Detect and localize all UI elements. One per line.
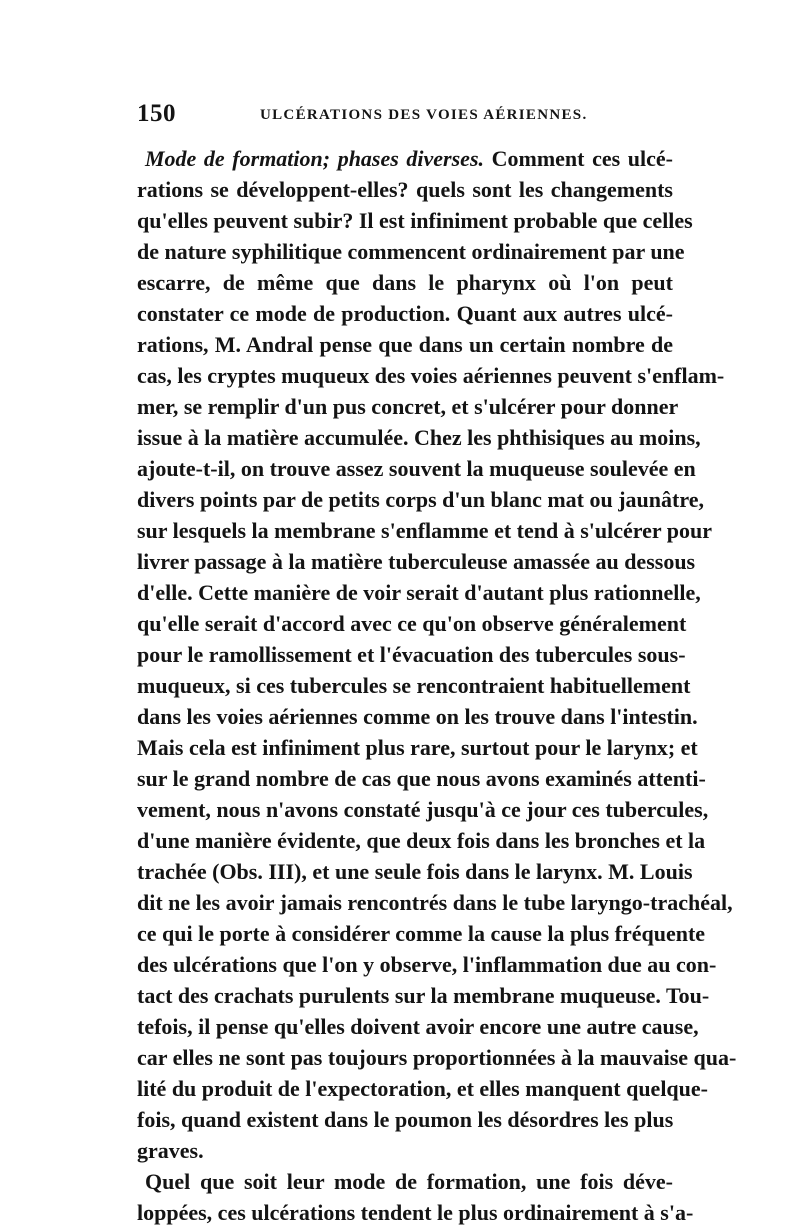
text-line: dans les voies aériennes comme on les trouve dans l'intestin.: [137, 704, 698, 729]
text-line: muqueux, si ces tubercules se rencontraient habituellement: [137, 673, 691, 698]
first-line-text: Comment ces ulcé-: [491, 146, 673, 171]
paragraph-1-first-line: [137, 143, 673, 174]
page-body: [137, 143, 737, 1228]
text-line: d'une manière évidente, que deux fois dans les bronches et la: [137, 828, 706, 853]
text-line: pour le ramollissement et l'évacuation des tubercules sous-: [137, 642, 686, 667]
text-line: de nature syphilitique commencent ordinairement par une: [137, 239, 685, 264]
text-line: qu'elles peuvent subir? Il est infiniment probable que celles: [137, 208, 693, 233]
text-line: ce qui le porte à considérer comme la cause la plus fréquente: [137, 921, 706, 946]
text-line: rations se développent-elles? quels sont les changements: [137, 177, 673, 202]
section-heading: Mode de formation; phases diverses.: [145, 146, 485, 171]
text-line: graves.: [137, 1138, 204, 1163]
text-line: fois, quand existent dans le poumon les désordres les plus: [137, 1107, 674, 1132]
text-line: loppées, ces ulcérations tendent le plus ordinairement à s'a-: [137, 1200, 694, 1225]
text-line: constater ce mode de production. Quant aux autres ulcé-: [137, 301, 673, 326]
paragraph-1: [137, 143, 737, 1166]
page-number: 150: [137, 100, 176, 127]
text-line: d'elle. Cette manière de voir serait d'autant plus rationnelle,: [137, 580, 701, 605]
text-line: qu'elle serait d'accord avec ce qu'on observe généralement: [137, 611, 687, 636]
text-line: escarre, de même que dans le pharynx où l'on peut: [137, 270, 673, 295]
paragraph-2: [137, 1166, 694, 1228]
text-line: sur le grand nombre de cas que nous avons examinés attenti-: [137, 766, 706, 791]
text-line: tefois, il pense qu'elles doivent avoir encore une autre cause,: [137, 1014, 699, 1039]
text-line: Quel que soit leur mode de formation, une fois déve-: [145, 1169, 673, 1194]
text-line: ajoute-t-il, on trouve assez souvent la muqueuse soulevée en: [137, 456, 696, 481]
text-line: mer, se remplir d'un pus concret, et s'ulcérer pour donner: [137, 394, 679, 419]
text-line: trachée (Obs. III), et une seule fois dans le larynx. M. Louis: [137, 859, 693, 884]
text-line: divers points par de petits corps d'un blanc mat ou jaunâtre,: [137, 487, 704, 512]
paragraph-1-lines: [137, 174, 737, 1166]
page-header: [137, 98, 673, 132]
text-line: sur lesquels la membrane s'enflamme et tend à s'ulcérer pour: [137, 518, 713, 543]
text-line: livrer passage à la matière tuberculeuse amassée au dessous: [137, 549, 696, 574]
running-title: ULCÉRATIONS DES VOIES AÉRIENNES.: [260, 107, 588, 123]
text-line: des ulcérations que l'on y observe, l'inflammation due au con-: [137, 952, 717, 977]
text-line: dit ne les avoir jamais rencontrés dans le tube laryngo-trachéal,: [137, 890, 733, 915]
text-line: Mais cela est infiniment plus rare, surtout pour le larynx; et: [137, 735, 698, 760]
text-line: car elles ne sont pas toujours proportionnées à la mauvaise qua-: [137, 1045, 737, 1070]
text-line: lité du produit de l'expectoration, et elles manquent quelque-: [137, 1076, 708, 1101]
text-line: rations, M. Andral pense que dans un certain nombre de: [137, 332, 673, 357]
text-line: vement, nous n'avons constaté jusqu'à ce jour ces tubercules,: [137, 797, 709, 822]
text-line: cas, les cryptes muqueux des voies aériennes peuvent s'enflam-: [137, 363, 725, 388]
text-line: issue à la matière accumulée. Chez les phthisiques au moins,: [137, 425, 701, 450]
text-line: tact des crachats purulents sur la membrane muqueuse. Tou-: [137, 983, 710, 1008]
